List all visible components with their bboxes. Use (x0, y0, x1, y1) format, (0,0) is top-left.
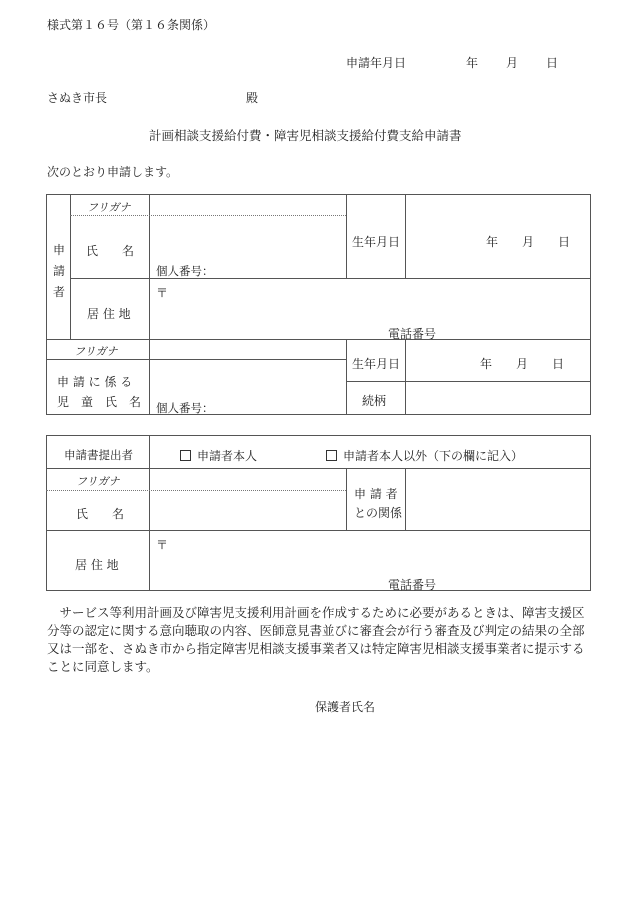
submitter-label: 申請書提出者 (64, 448, 133, 462)
consent-text: サービス等利用計画及び障害児支援利用計画を作成するために必要があるときは、障害支援区分等の認定に関する意向聴取の内容、医師意見書並びに審査会が行う審査及び判定の結果の全部又は一部を、さぬき市から指定障害児相談支援事業者又は特定障害児相談支援事業者に提示することに同意します。 (47, 605, 585, 674)
guardian-name-label: 保護者氏名 (315, 700, 376, 714)
submitter-relation-label: との関係 (354, 506, 403, 520)
application-date-year[interactable]: 年 (466, 56, 479, 70)
divider (346, 381, 591, 382)
applicant-section-label: 請 (53, 264, 66, 278)
applicant-name-label: 氏 名 (86, 244, 135, 258)
applicant-section-label: 者 (53, 285, 66, 299)
applicant-birth-month[interactable]: 月 (522, 235, 535, 249)
submitter-address-label: 居 住 地 (75, 558, 119, 572)
submitter-name-field[interactable] (150, 492, 345, 529)
option-self-label: 申請者本人 (197, 449, 258, 463)
child-furigana-field[interactable] (150, 341, 345, 358)
intro-text: 次のとおり申請します。 (47, 165, 179, 179)
applicant-section-label: 申 (53, 243, 66, 257)
guardian-name-field[interactable] (390, 694, 590, 714)
applicant-name-field[interactable] (150, 217, 345, 259)
dotted-divider (46, 490, 346, 491)
option-other-label: 申請者本人以外（下の欄に記入） (343, 449, 524, 463)
dotted-divider (70, 215, 346, 216)
divider (46, 530, 591, 531)
child-furigana-label: フリガナ (74, 345, 118, 358)
submitter-address-field[interactable] (165, 534, 585, 572)
option-self[interactable] (180, 447, 257, 464)
submitter-relation-label: 申 請 者 (354, 487, 398, 501)
applicant-furigana-field[interactable] (150, 196, 345, 214)
application-date-month[interactable]: 月 (506, 56, 519, 70)
divider (405, 194, 406, 278)
postal-mark: 〒 (156, 286, 169, 300)
child-name-label: 申 請 に 係 る (57, 375, 133, 389)
applicant-address-label: 居 住 地 (87, 307, 131, 321)
applicant-phone-label: 電話番号 (388, 327, 437, 341)
applicant-furigana-label: フリガナ (87, 201, 131, 214)
addressee: さぬき市長 (47, 91, 108, 105)
divider (46, 359, 346, 360)
application-date-label: 申請年月日 (346, 56, 407, 70)
document-title: 計画相談支援給付費・障害児相談支援給付費支給申請書 (149, 128, 462, 143)
honorific: 殿 (246, 91, 259, 105)
checkbox-icon[interactable] (326, 450, 337, 461)
divider (70, 278, 591, 279)
child-birth-year[interactable]: 年 (480, 357, 493, 371)
submitter-name-label: 氏 名 (76, 507, 125, 521)
submitter-furigana-field[interactable] (150, 470, 345, 489)
applicant-birth-day[interactable]: 日 (558, 235, 571, 249)
child-birth-month[interactable]: 月 (516, 357, 529, 371)
applicant-address-field[interactable] (165, 282, 585, 322)
divider (46, 468, 591, 469)
application-date-day[interactable]: 日 (546, 56, 559, 70)
child-name-field[interactable] (150, 361, 345, 397)
postal-mark: 〒 (156, 538, 169, 552)
applicant-personal-number-label: 個人番号： (156, 264, 214, 278)
checkbox-icon[interactable] (180, 450, 191, 461)
divider (346, 194, 347, 278)
child-relationship-label: 続柄 (362, 394, 387, 408)
child-personal-number-label: 個人番号： (156, 401, 214, 415)
child-relationship-field[interactable] (406, 383, 589, 413)
child-name-label: 児 童 氏 名 (57, 395, 142, 409)
divider (46, 339, 591, 340)
submitter-phone-label: 電話番号 (388, 578, 437, 592)
child-birth-day[interactable]: 日 (552, 357, 565, 371)
child-birthdate-label: 生年月日 (352, 357, 401, 371)
applicant-birthdate-label: 生年月日 (352, 235, 401, 249)
option-other[interactable] (326, 447, 523, 464)
applicant-birth-year[interactable]: 年 (486, 235, 499, 249)
divider (346, 468, 347, 530)
form-number: 様式第１６号（第１６条関係） (47, 18, 216, 32)
submitter-furigana-label: フリガナ (76, 475, 120, 488)
submitter-relation-field[interactable] (406, 470, 589, 529)
divider (346, 339, 347, 415)
